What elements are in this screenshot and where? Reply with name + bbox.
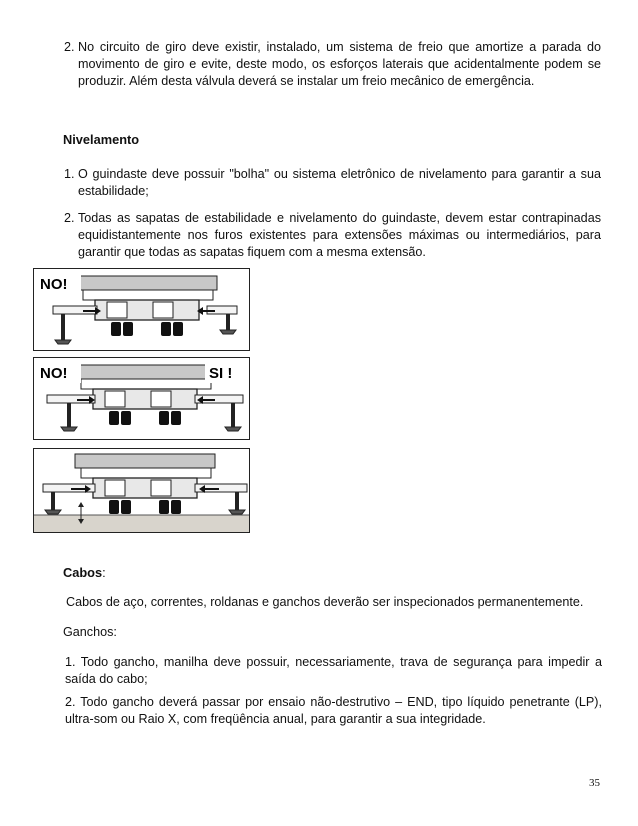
outrigger-leveling-figure [33, 268, 251, 533]
no-label: NO! [40, 276, 68, 293]
page-number: 35 [589, 777, 600, 789]
item-number: 1. [64, 167, 75, 181]
item-number: 2. [64, 211, 75, 225]
section-heading-nivelamento: Nivelamento [63, 132, 140, 147]
cabos-paragraph: Cabos de aço, correntes, roldanas e ganchos deverão ser inspecionados permanentemente. [66, 595, 584, 609]
nivelamento-item-1 [64, 166, 601, 200]
ganchos-item-2: 2. Todo gancho deverá passar por ensaio não-destrutivo – END, tipo líquido penetrante (LP), ultra-som ou Raio X, com freqüência anual, para garantir a sua integridade. [65, 695, 602, 726]
section-heading-cabos [63, 565, 106, 580]
panel-3 [34, 449, 250, 533]
panel-2 [34, 358, 250, 440]
no-label: NO! [40, 365, 68, 382]
cabos-colon: : [102, 565, 106, 580]
section-heading-ganchos: Ganchos: [63, 625, 117, 639]
item-text: No circuito de giro deve existir, instalado, um sistema de freio que amortize a parada do movimento de giro e evite, deste modo, os esforços laterais que acidentalmente podem se produzir. Além desta válvula deverá se instalar um freio mecânico de emergência. [78, 40, 601, 88]
item-text: O guindaste deve possuir "bolha" ou sistema eletrônico de nivelamento para garantir a sua estabilidade; [78, 167, 601, 198]
panel-1 [34, 269, 250, 351]
cabos-heading-text: Cabos [63, 565, 103, 580]
ganchos-item-1: 1. Todo gancho, manilha deve possuir, necessariamente, trava de segurança para impedir a saída do cabo; [65, 655, 602, 686]
top-item-2 [64, 39, 601, 90]
item-number: 2. [64, 40, 75, 54]
nivelamento-item-2 [64, 210, 601, 261]
si-label: SI ! [209, 365, 233, 382]
item-text: Todas as sapatas de estabilidade e nivelamento do guindaste, devem estar contrapinadas equidistantemente nos furos existentes para extensões máximas ou intermediários, para garantir que todas as sapatas fiquem com a mesma extensão. [78, 211, 601, 259]
